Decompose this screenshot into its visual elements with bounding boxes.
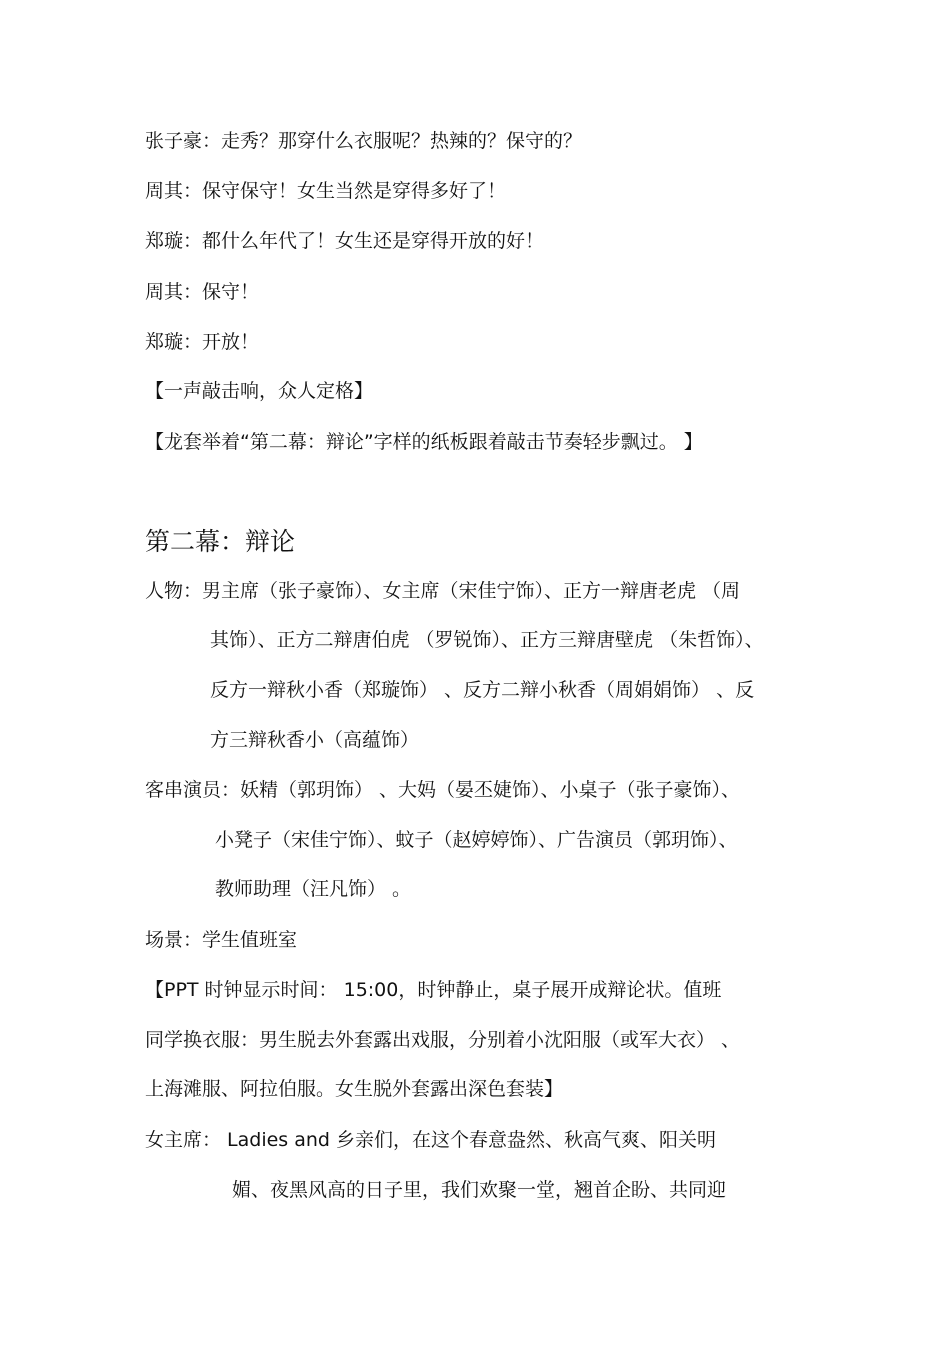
dialogue-line: 周其：保守保守！女生当然是穿得多好了！: [145, 180, 507, 202]
guests-line: 小凳子（宋佳宁饰）、蚊子（赵婷婷饰）、广告演员（郭玥饰）、: [215, 829, 738, 851]
stage-direction-line: 【一声敲击响，众人定格】: [145, 380, 374, 402]
dialogue-line: 郑璇：都什么年代了！女生还是穿得开放的好！: [145, 230, 545, 252]
guests-line: 客串演员：妖精（郭玥饰） 、大妈（晏丕婕饰）、小桌子（张子豪饰）、: [145, 779, 741, 801]
host-speech-line: 媚、夜黑风高的日子里，我们欢聚一堂，翘首企盼、共同迎: [232, 1179, 727, 1201]
guests-line: 教师助理（汪凡饰） 。: [215, 878, 412, 900]
stage-direction-line: 【龙套举着“第二幕：辩论”字样的纸板跟着敲击节奏轻步飘过。 】: [145, 431, 703, 453]
dialogue-line: 张子豪：走秀？那穿什么衣服呢？热辣的？保守的？: [145, 130, 583, 152]
dialogue-line: 周其：保守！: [145, 281, 260, 303]
characters-line: 反方一辩秋小香（郑璇饰） 、反方二辩小秋香（周娟娟饰） 、反: [210, 679, 755, 701]
stage-direction-line: 上海滩服、阿拉伯服。女生脱外套露出深色套装】: [145, 1078, 564, 1100]
stage-direction-line: 【PPT 时钟显示时间： 15:00，时钟静止，桌子展开成辩论状。值班: [145, 979, 722, 1001]
stage-direction-line: 同学换衣服：男生脱去外套露出戏服，分别着小沈阳服（或军大衣） 、: [145, 1029, 741, 1051]
host-speech-line: 女主席： Ladies and 乡亲们，在这个春意盎然、秋高气爽、阳关明: [145, 1129, 717, 1151]
characters-line: 其饰）、正方二辩唐伯虎 （罗锐饰）、正方三辩唐壁虎 （朱哲饰）、: [210, 629, 764, 651]
characters-line: 方三辩秋香小（高蕴饰）: [210, 729, 420, 751]
act-title: 第二幕：辩论: [145, 527, 296, 556]
scene-line: 场景：学生值班室: [145, 929, 298, 951]
dialogue-line: 郑璇：开放！: [145, 331, 260, 353]
characters-line: 人物：男主席（张子豪饰）、女主席（宋佳宁饰）、正方一辩唐老虎 （周: [145, 580, 741, 602]
